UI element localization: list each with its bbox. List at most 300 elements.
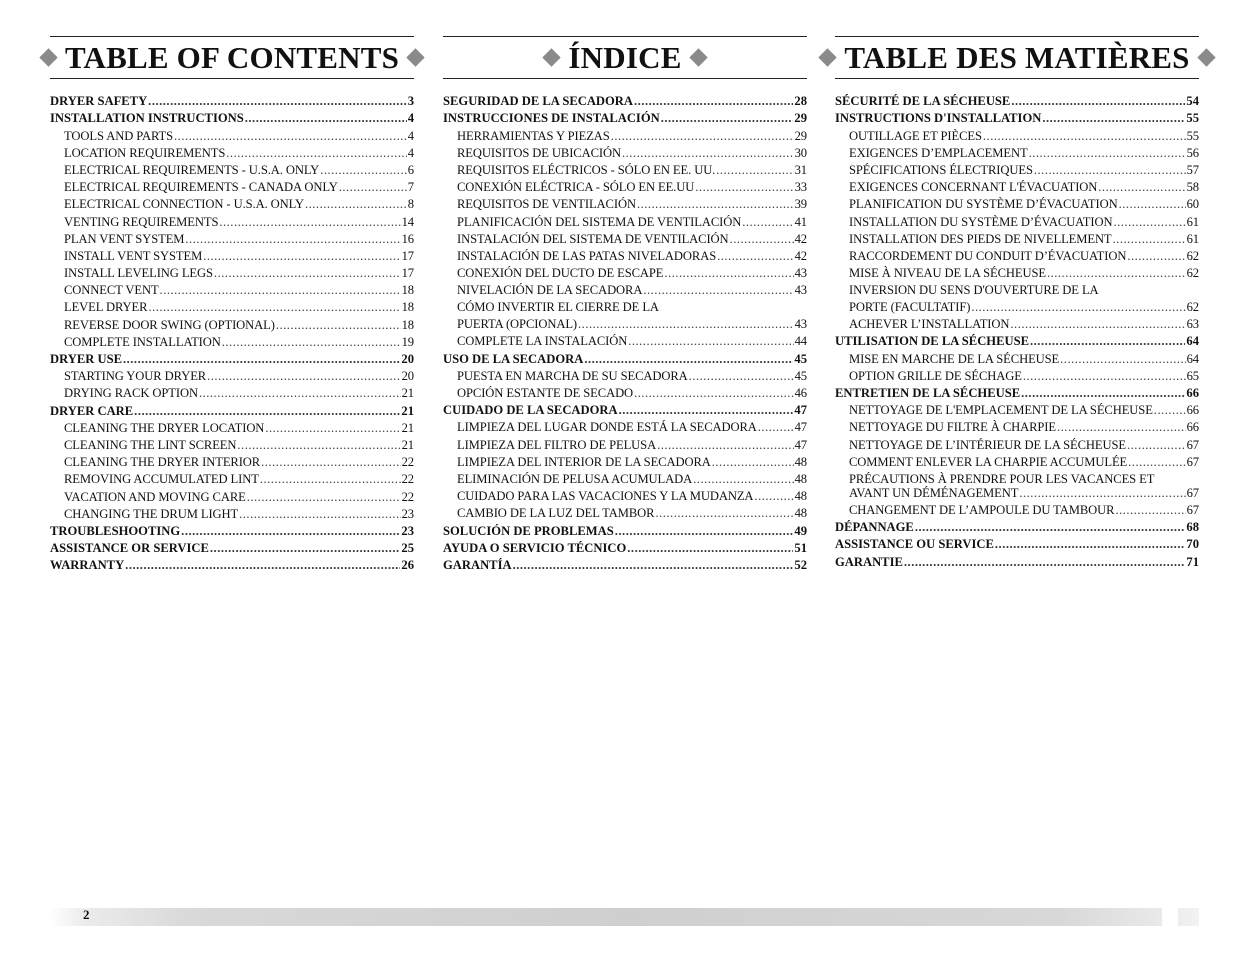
toc-entry-page: 29 <box>794 128 807 143</box>
toc-entry-page: 20 <box>401 352 414 366</box>
diamond-bullet-icon <box>1197 48 1215 66</box>
toc-entry-label: AYUDA O SERVICIO TÉCNICO <box>443 540 627 555</box>
title-bar <box>50 36 414 79</box>
dot-leader <box>203 249 400 263</box>
dot-leader <box>245 111 407 125</box>
diamond-bullet-icon <box>39 48 57 66</box>
dot-leader <box>634 94 793 108</box>
section-title: TABLE OF CONTENTS <box>64 39 400 75</box>
dot-leader <box>619 403 794 417</box>
toc-entry-line <box>849 486 1199 500</box>
toc-entry <box>835 160 1199 177</box>
toc-entry-label: INSTALL LEVELING LEGS <box>64 266 213 281</box>
dot-leader <box>1029 146 1186 160</box>
toc-entry <box>443 400 807 417</box>
toc-column-english <box>50 36 414 572</box>
dot-leader <box>971 300 1185 314</box>
toc-entry-page: 57 <box>1186 162 1199 177</box>
toc-entry <box>50 452 414 469</box>
toc-entry-page: 4 <box>407 128 414 143</box>
toc-entry-label: PUESTA EN MARCHA DE SU SECADORA <box>457 368 688 383</box>
footer-bar <box>50 908 1199 926</box>
dot-leader <box>1060 352 1185 366</box>
dot-leader <box>1021 386 1185 400</box>
toc-entry-page: 67 <box>1186 437 1199 452</box>
toc-entry-page: 42 <box>794 248 807 263</box>
toc-entry-label: COMPLETE INSTALLATION <box>64 334 221 349</box>
dot-leader <box>160 283 401 297</box>
dot-leader <box>214 266 401 280</box>
dot-leader <box>219 215 400 229</box>
toc-entry-page: 23 <box>401 506 414 521</box>
toc-entry-page: 67 <box>1186 454 1199 469</box>
diamond-bullet-icon <box>406 48 424 66</box>
toc-entry-line <box>849 297 1199 314</box>
toc-entry-page: 71 <box>1186 554 1199 569</box>
toc-entry-label: INVERSION DU SENS D'OUVERTURE DE LA <box>849 283 1099 298</box>
toc-entry-page: 63 <box>1186 317 1199 332</box>
toc-entry-label: REQUISITOS DE UBICACIÓN <box>457 145 621 160</box>
dot-leader <box>276 318 401 332</box>
toc-list <box>443 91 807 572</box>
dot-leader <box>758 420 794 434</box>
toc-entry-page: 43 <box>794 283 807 298</box>
toc-entry <box>835 177 1199 194</box>
toc-entry <box>50 349 414 366</box>
toc-entry-page: 7 <box>407 180 414 195</box>
toc-entry-label: LIMPIEZA DEL FILTRO DE PELUSA <box>457 437 657 452</box>
dot-leader <box>1019 486 1185 500</box>
toc-entry-label: LEVEL DRYER <box>64 300 148 315</box>
toc-entry-page: 58 <box>1186 180 1199 195</box>
toc-entry <box>50 538 414 555</box>
dot-leader <box>578 317 794 331</box>
dot-leader <box>661 111 794 125</box>
dot-leader <box>265 421 400 435</box>
toc-entry-label: MISE EN MARCHE DE LA SÉCHEUSE <box>849 351 1060 366</box>
toc-entry <box>835 500 1199 517</box>
toc-entry-label: TOOLS AND PARTS <box>64 128 174 143</box>
diamond-bullet-icon <box>689 48 707 66</box>
dot-leader <box>134 404 400 418</box>
toc-entry-label: CHANGEMENT DE L’AMPOULE DU TAMBOUR <box>849 502 1115 517</box>
toc-entry-page: 17 <box>401 248 414 263</box>
toc-entry-page: 21 <box>401 437 414 452</box>
toc-entry-page: 62 <box>1186 300 1199 315</box>
toc-entry-page: 26 <box>401 558 414 573</box>
toc-entry-page: 61 <box>1186 231 1199 246</box>
dot-leader <box>1011 94 1185 108</box>
toc-entry <box>50 521 414 538</box>
toc-entry-page: 66 <box>1186 403 1199 418</box>
toc-entry <box>443 280 807 297</box>
toc-entry-label: REVERSE DOOR SWING (OPTIONAL) <box>64 317 275 332</box>
toc-entry <box>835 417 1199 434</box>
toc-entry <box>835 469 1199 500</box>
dot-leader <box>148 300 400 314</box>
toc-entry <box>50 486 414 503</box>
toc-entry <box>443 125 807 142</box>
toc-entry <box>443 108 807 125</box>
dot-leader <box>627 541 793 555</box>
toc-entry-label: CONNECT VENT <box>64 283 159 298</box>
toc-entry-page: 48 <box>794 506 807 521</box>
toc-entry <box>835 229 1199 246</box>
toc-entry-label: DRYER SAFETY <box>50 94 148 109</box>
toc-entry <box>443 177 807 194</box>
toc-entry-label: CONEXIÓN DEL DUCTO DE ESCAPE <box>457 266 664 281</box>
toc-entry-page: 21 <box>401 420 414 435</box>
dot-leader <box>339 180 407 194</box>
toc-entry-label: COMMENT ENLEVER LA CHARPIE ACCUMULÉE <box>849 454 1128 469</box>
toc-entry-page: 55 <box>1186 111 1199 126</box>
section-title: ÍNDICE <box>568 39 682 75</box>
toc-entry-page: 20 <box>401 369 414 384</box>
toc-entry <box>50 469 414 486</box>
toc-entry <box>50 366 414 383</box>
toc-entry <box>50 383 414 400</box>
toc-entry-page: 68 <box>1186 520 1199 535</box>
toc-entry <box>50 211 414 228</box>
toc-entry-page: 29 <box>794 111 807 126</box>
dot-leader <box>185 232 400 246</box>
dot-leader <box>320 163 407 177</box>
toc-entry-page: 43 <box>794 317 807 332</box>
toc-entry-label: REQUISITOS DE VENTILACIÓN <box>457 197 636 212</box>
toc-entry-label: INSTRUCTIONS D'INSTALLATION <box>835 111 1042 126</box>
toc-entry-label: PRÉCAUTIONS À PRENDRE POUR LES VACANCES ET <box>849 471 1155 486</box>
toc-entry-label: STARTING YOUR DRYER <box>64 369 207 384</box>
toc-entry-page: 60 <box>1186 197 1199 212</box>
dot-leader <box>1057 420 1186 434</box>
toc-entry <box>50 435 414 452</box>
toc-entry-label: PLAN VENT SYSTEM <box>64 231 185 246</box>
dot-leader <box>237 438 400 452</box>
toc-entry-page: 51 <box>794 540 807 555</box>
toc-entry-page: 45 <box>794 351 807 366</box>
dot-leader <box>1154 403 1186 417</box>
toc-entry-label: MISE À NIVEAU DE LA SÉCHEUSE <box>849 266 1046 281</box>
section-title: TABLE DES MATIÈRES <box>844 39 1190 75</box>
toc-entry-label: INSTALACIÓN DE LAS PATAS NIVELADORAS <box>457 248 717 263</box>
toc-entry <box>443 348 807 365</box>
toc-entry-label: REMOVING ACCUMULATED LINT <box>64 472 259 487</box>
toc-entry <box>50 555 414 572</box>
toc-entry-page: 21 <box>401 386 414 401</box>
toc-entry-label: GARANTIE <box>835 554 903 569</box>
dot-leader <box>1113 215 1185 229</box>
toc-entry <box>50 125 414 142</box>
toc-entry <box>443 434 807 451</box>
dot-leader <box>655 506 793 520</box>
toc-entry-label: ACHEVER L’INSTALLATION <box>849 317 1010 332</box>
toc-entry-label: INSTALLATION INSTRUCTIONS <box>50 111 244 126</box>
dot-leader <box>628 334 793 348</box>
toc-entry-label: RACCORDEMENT DU CONDUIT D’ÉVACUATION <box>849 248 1127 263</box>
toc-entry <box>50 418 414 435</box>
dot-leader <box>513 558 794 572</box>
toc-entry-label: LIMPIEZA DEL INTERIOR DE LA SECADORA <box>457 454 711 469</box>
toc-entry-label: OPCIÓN ESTANTE DE SECADO <box>457 386 634 400</box>
toc-entry-page: 22 <box>401 489 414 504</box>
dot-leader <box>915 520 1186 534</box>
dot-leader <box>664 266 793 280</box>
toc-entry-label: PLANIFICACIÓN DEL SISTEMA DE VENTILACIÓN <box>457 214 742 229</box>
diamond-bullet-icon <box>543 48 561 66</box>
toc-entry-label: VENTING REQUIREMENTS <box>64 214 219 229</box>
dot-leader <box>742 215 793 229</box>
toc-entry-label: NETTOYAGE DE L’INTÉRIEUR DE LA SÉCHEUSE <box>849 437 1126 452</box>
toc-entry-label: ASSISTANCE OR SERVICE <box>50 541 209 556</box>
toc-entry-page: 64 <box>1186 351 1199 366</box>
toc-entry-label-continued: AVANT UN DÉMÉNAGEMENT <box>849 485 1019 500</box>
toc-entry <box>835 534 1199 551</box>
toc-entry-page: 61 <box>1186 214 1199 229</box>
toc-entry-label: NIVELACIÓN DE LA SECADORA <box>457 283 643 298</box>
toc-entry-label: EXIGENCES D’EMPLACEMENT <box>849 145 1028 160</box>
toc-entry-page: 67 <box>1186 502 1199 517</box>
toc-entry-label: ELECTRICAL CONNECTION - U.S.A. ONLY <box>64 197 304 212</box>
diamond-bullet-icon <box>819 48 837 66</box>
toc-entry <box>835 263 1199 280</box>
dot-leader <box>611 129 794 143</box>
toc-entry-label-continued: PUERTA (OPCIONAL) <box>457 317 578 332</box>
title-bar <box>443 36 807 79</box>
dot-leader <box>1127 249 1185 263</box>
toc-entry-page: 42 <box>794 231 807 246</box>
toc-entry-page: 62 <box>1186 266 1199 281</box>
toc-entry-page: 64 <box>1186 334 1199 349</box>
toc-entry-page: 48 <box>794 454 807 469</box>
dot-leader <box>1119 197 1186 211</box>
toc-entry-page: 44 <box>794 334 807 349</box>
toc-entry-label: ELECTRICAL REQUIREMENTS - U.S.A. ONLY <box>64 162 320 177</box>
dot-leader <box>637 197 794 211</box>
toc-entry <box>50 229 414 246</box>
toc-entry <box>443 229 807 246</box>
dot-leader <box>1010 317 1185 331</box>
dot-leader <box>754 489 793 503</box>
toc-entry-page: 65 <box>1186 368 1199 383</box>
dot-leader <box>615 524 794 538</box>
toc-entry-label: INSTALLATION DU SYSTÈME D’ÉVACUATION <box>849 214 1113 229</box>
toc-entry-label: ASSISTANCE OU SERVICE <box>835 537 994 552</box>
dot-leader <box>643 283 793 297</box>
toc-entry <box>50 332 414 349</box>
toc-entry <box>50 108 414 125</box>
toc-entry <box>50 143 414 160</box>
toc-entry-page: 47 <box>794 403 807 418</box>
toc-entry-page: 21 <box>401 403 414 418</box>
toc-entry-label: OPTION GRILLE DE SÉCHAGE <box>849 368 1022 383</box>
toc-entry-page: 33 <box>794 180 807 195</box>
dot-leader <box>712 455 794 469</box>
toc-entry <box>835 517 1199 534</box>
dot-leader <box>239 507 400 521</box>
dot-leader <box>181 524 400 538</box>
toc-entry <box>443 331 807 348</box>
toc-entry-label: GARANTÍA <box>443 557 512 572</box>
toc-entry-label: LIMPIEZA DEL LUGAR DONDE ESTÁ LA SECADORA <box>457 420 757 435</box>
dot-leader <box>261 455 400 469</box>
dot-leader <box>716 163 793 177</box>
toc-entry <box>443 452 807 469</box>
toc-column-french <box>835 36 1199 569</box>
dot-leader <box>305 197 407 211</box>
toc-entry-label: CLEANING THE DRYER INTERIOR <box>64 455 261 470</box>
toc-entry-label: CÓMO INVERTIR EL CIERRE DE LA <box>457 300 659 315</box>
toc-list <box>50 91 414 572</box>
toc-entry <box>443 211 807 228</box>
toc-entry-label-continued: PORTE (FACULTATIF) <box>849 300 971 315</box>
dot-leader <box>1023 369 1186 383</box>
toc-entry <box>835 246 1199 263</box>
toc-entry <box>835 91 1199 108</box>
toc-entry-label: PLANIFICATION DU SYSTÈME D’ÉVACUATION <box>849 197 1118 212</box>
dot-leader <box>693 472 793 486</box>
toc-entry-page: 47 <box>794 437 807 452</box>
dot-leader <box>622 146 794 160</box>
toc-entry <box>50 91 414 108</box>
toc-entry <box>443 297 807 331</box>
toc-entry-label: DRYER USE <box>50 352 122 366</box>
toc-entry <box>50 177 414 194</box>
toc-entry-label: SEGURIDAD DE LA SECADORA <box>443 94 633 109</box>
toc-entry-label: DRYER CARE <box>50 403 134 418</box>
toc-entry <box>50 194 414 211</box>
toc-entry <box>443 555 807 572</box>
dot-leader <box>730 232 794 246</box>
toc-entry-label: WARRANTY <box>50 558 125 573</box>
dot-leader <box>125 558 400 572</box>
toc-entry-label: DÉPANNAGE <box>835 520 914 535</box>
toc-entry-label: TROUBLESHOOTING <box>50 523 181 538</box>
dot-leader <box>1115 503 1185 517</box>
toc-entry <box>835 108 1199 125</box>
toc-entry-label: UTILISATION DE LA SÉCHEUSE <box>835 334 1029 349</box>
toc-entry-label: COMPLETE LA INSTALACIÓN <box>457 334 628 349</box>
toc-entry-page: 56 <box>1186 145 1199 160</box>
toc-entry-label: INSTALACIÓN DEL SISTEMA DE VENTILACIÓN <box>457 231 729 246</box>
toc-entry <box>835 551 1199 568</box>
toc-entry <box>443 469 807 486</box>
toc-entry-label: REQUISITOS ELÉCTRICOS - SÓLO EN EE. UU. <box>457 162 716 177</box>
dot-leader <box>1034 163 1186 177</box>
toc-entry-label: SOLUCIÓN DE PROBLEMAS <box>443 523 614 538</box>
toc-entry <box>835 348 1199 365</box>
toc-entry <box>835 143 1199 160</box>
toc-entry-label: USO DE LA SECADORA <box>443 351 584 366</box>
toc-entry-page: 47 <box>794 420 807 435</box>
toc-entry-label: NETTOYAGE DU FILTRE À CHARPIE <box>849 420 1056 435</box>
toc-entry <box>443 143 807 160</box>
dot-leader <box>1127 438 1186 452</box>
toc-entry <box>835 366 1199 383</box>
dot-leader <box>1047 266 1186 280</box>
dot-leader <box>695 180 793 194</box>
dot-leader <box>199 386 401 400</box>
toc-entry <box>443 194 807 211</box>
toc-entry <box>835 452 1199 469</box>
toc-entry-label: DRYING RACK OPTION <box>64 386 198 401</box>
dot-leader <box>260 472 401 486</box>
toc-entry <box>443 486 807 503</box>
dot-leader <box>983 129 1186 143</box>
toc-entry-page: 66 <box>1186 386 1199 400</box>
dot-leader <box>584 352 793 366</box>
toc-entry <box>835 434 1199 451</box>
toc-entry-page: 52 <box>794 557 807 572</box>
toc-entry <box>443 91 807 108</box>
dot-leader <box>207 369 400 383</box>
toc-entry-label: SÉCURITÉ DE LA SÉCHEUSE <box>835 94 1011 109</box>
toc-entry-label: CLEANING THE DRYER LOCATION <box>64 420 265 435</box>
dot-leader <box>148 94 407 108</box>
toc-entry <box>50 504 414 521</box>
toc-entry <box>50 160 414 177</box>
dot-leader <box>210 541 401 555</box>
toc-entry <box>50 246 414 263</box>
toc-entry-page: 43 <box>794 266 807 281</box>
toc-entry-page: 25 <box>401 541 414 556</box>
dot-leader <box>995 537 1186 551</box>
toc-entry-page: 39 <box>794 197 807 212</box>
toc-entry-label: CLEANING THE LINT SCREEN <box>64 437 237 452</box>
toc-entry <box>835 280 1199 314</box>
toc-list <box>835 91 1199 569</box>
toc-entry-page: 22 <box>401 472 414 487</box>
toc-entry-page: 55 <box>1186 128 1199 143</box>
toc-entry-label: OUTILLAGE ET PIÈCES <box>849 128 982 143</box>
toc-entry <box>50 263 414 280</box>
toc-column-spanish <box>443 36 807 572</box>
toc-entry <box>835 211 1199 228</box>
toc-entry-page: 54 <box>1186 94 1199 109</box>
toc-entry <box>443 160 807 177</box>
toc-entry-page: 8 <box>407 197 414 212</box>
dot-leader <box>222 335 401 349</box>
toc-entry <box>443 263 807 280</box>
toc-entry-page: 16 <box>401 231 414 246</box>
dot-leader <box>717 249 793 263</box>
toc-entry-label: EXIGENCES CONCERNANT L'ÉVACUATION <box>849 180 1098 195</box>
toc-entry <box>50 400 414 417</box>
toc-entry-label: SPÉCIFICATIONS ÉLECTRIQUES <box>849 162 1033 177</box>
dot-leader <box>1113 232 1186 246</box>
toc-entry <box>443 520 807 537</box>
toc-entry-page: 62 <box>1186 248 1199 263</box>
toc-entry <box>835 314 1199 331</box>
toc-entry-page: 4 <box>407 145 414 160</box>
toc-entry-label: CHANGING THE DRUM LIGHT <box>64 506 239 521</box>
toc-entry-label: CAMBIO DE LA LUZ DEL TAMBOR <box>457 506 655 521</box>
toc-entry-page: 23 <box>401 523 414 538</box>
toc-entry <box>835 194 1199 211</box>
toc-entry <box>50 297 414 314</box>
toc-entry <box>443 503 807 520</box>
toc-entry-page: 3 <box>407 94 414 109</box>
toc-entry-page: 31 <box>794 162 807 177</box>
title-bar <box>835 36 1199 79</box>
toc-entry-label: CUIDADO DE LA SECADORA <box>443 403 618 418</box>
dot-leader <box>226 146 407 160</box>
toc-entry-label: VACATION AND MOVING CARE <box>64 489 246 504</box>
toc-entry <box>443 417 807 434</box>
dot-leader <box>1128 455 1185 469</box>
toc-entry-label: ELIMINACIÓN DE PELUSA ACUMULADA <box>457 471 693 486</box>
dot-leader <box>657 438 794 452</box>
toc-entry <box>835 383 1199 400</box>
